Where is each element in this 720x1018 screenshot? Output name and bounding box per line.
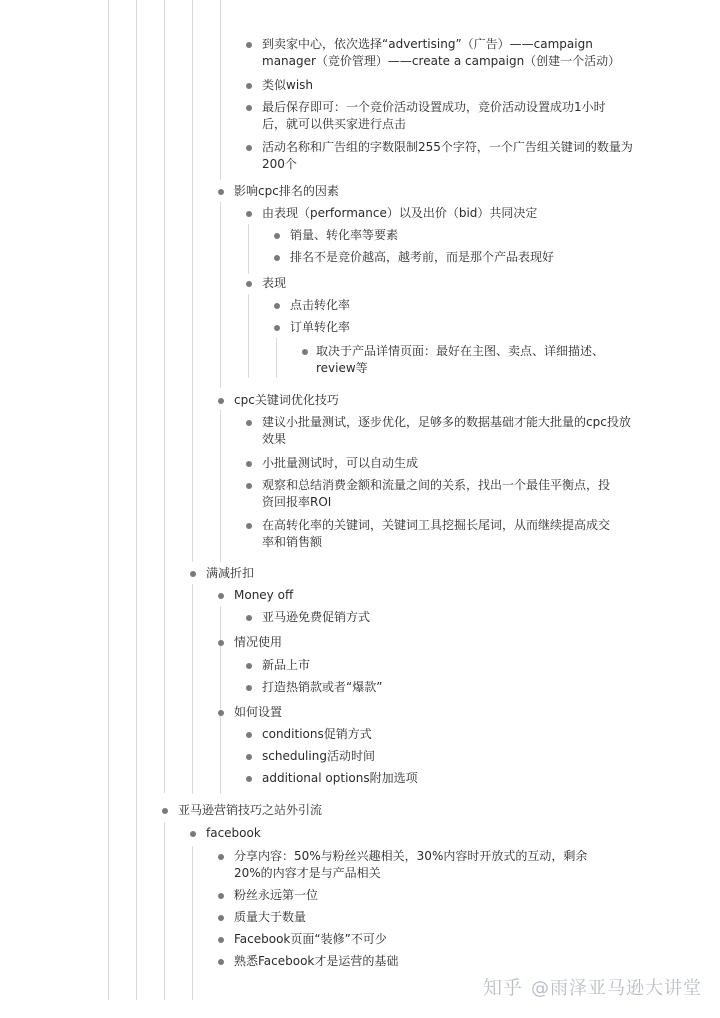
list-item <box>218 704 518 721</box>
bullet-icon <box>246 663 252 669</box>
bullet-icon <box>246 211 252 217</box>
bullet-icon <box>218 959 224 965</box>
bullet-icon <box>218 640 224 646</box>
list-item-text: 小批量测试时，可以自动生成 <box>262 456 419 470</box>
list-item <box>246 414 636 448</box>
list-item-text: 取决于产品详情页面：最好在主图、卖点、详细描述、review等 <box>316 344 605 375</box>
bullet-icon <box>218 937 224 943</box>
list-item-text: Money off <box>234 588 294 602</box>
list-item-text: 情况使用 <box>234 635 283 649</box>
list-item <box>218 634 518 651</box>
bullet-icon <box>190 831 196 837</box>
tree-guide-line <box>136 0 137 1000</box>
list-item-text: 满减折扣 <box>206 566 255 580</box>
list-item-text: 类似wish <box>262 78 314 92</box>
list-item <box>246 609 546 626</box>
bullet-icon <box>218 893 224 899</box>
bullet-icon <box>246 281 252 287</box>
tree-guide-line <box>220 0 221 180</box>
bullet-icon <box>246 42 252 48</box>
list-item-text: additional options附加选项 <box>262 771 418 785</box>
list-item <box>246 517 616 551</box>
bullet-icon <box>246 461 252 467</box>
bullet-icon <box>274 255 280 261</box>
tree-guide-line <box>220 202 221 388</box>
tree-guide-line <box>164 0 165 793</box>
list-item-text: 打造热销款或者“爆款” <box>262 680 383 694</box>
bullet-icon <box>162 808 168 814</box>
list-item-text: 亚马逊免费促销方式 <box>262 610 371 624</box>
list-item-text: 亚马逊营销技巧之站外引流 <box>178 803 323 817</box>
bullet-icon <box>218 915 224 921</box>
list-item <box>246 99 616 133</box>
bullet-icon <box>246 754 252 760</box>
list-item <box>246 679 546 696</box>
bullet-icon <box>274 325 280 331</box>
list-item <box>246 477 616 511</box>
list-item <box>246 748 546 765</box>
list-item-text: 在高转化率的关键词，关键词工具挖掘长尾词，从而继续提高成交率和销售额 <box>262 518 611 549</box>
list-item <box>246 205 626 222</box>
list-item <box>218 183 518 200</box>
list-item <box>218 909 518 926</box>
tree-guide-line <box>248 294 249 378</box>
bullet-icon <box>246 483 252 489</box>
tree-guide-line <box>192 846 193 1000</box>
list-item <box>218 848 608 882</box>
bullet-icon <box>246 685 252 691</box>
list-item-text: 点击转化率 <box>290 298 351 312</box>
list-item <box>218 953 518 970</box>
tree-guide-line <box>220 410 221 562</box>
list-item-text: 粉丝永远第一位 <box>234 888 319 902</box>
list-item-text: 质量大于数量 <box>234 910 307 924</box>
list-item <box>190 825 490 842</box>
bullet-icon <box>218 398 224 404</box>
list-item <box>246 36 646 70</box>
list-item <box>246 770 546 787</box>
bullet-icon <box>218 189 224 195</box>
list-item-text: scheduling活动时间 <box>262 749 375 763</box>
bullet-icon <box>246 732 252 738</box>
list-item <box>218 587 518 604</box>
bullet-icon <box>274 233 280 239</box>
bullet-icon <box>246 523 252 529</box>
tree-guide-line <box>276 338 277 378</box>
bullet-icon <box>246 615 252 621</box>
list-item <box>190 565 490 582</box>
list-item <box>274 249 614 266</box>
bullet-icon <box>246 420 252 426</box>
watermark <box>483 973 702 1000</box>
list-item <box>246 455 636 472</box>
list-item-text: 排名不是竞价越高，越考前，而是那个产品表现好 <box>290 250 555 264</box>
tree-guide-line <box>164 822 165 1000</box>
list-item-text: 最后保存即可：一个竞价活动设置成功，竞价活动设置成功1小时后，就可以供买家进行点击 <box>262 100 606 131</box>
bullet-icon <box>246 776 252 782</box>
list-item <box>274 297 574 314</box>
bullet-icon <box>246 83 252 89</box>
list-item-text: Facebook页面“装修”不可少 <box>234 932 387 946</box>
tree-guide-line <box>192 584 193 794</box>
list-item-text: 表现 <box>262 276 287 290</box>
list-item-text: 分享内容：50%与粉丝兴趣相关，30%内容时开放式的互动，剩余20%的内容才是与产品相关 <box>234 849 588 880</box>
list-item-text: 熟悉Facebook才是运营的基础 <box>234 954 399 968</box>
list-item-text: 活动名称和广告组的字数限制255个字符，一个广告组关键词的数量为200个 <box>262 140 633 171</box>
list-item-text: cpc关键词优化技巧 <box>234 393 339 407</box>
list-item <box>218 931 518 948</box>
list-item-text: facebook <box>206 826 261 840</box>
list-item <box>246 657 546 674</box>
list-item-text: 观察和总结消费金额和流量之间的关系，找出一个最佳平衡点，投资回报率ROI <box>262 478 611 509</box>
tree-guide-line <box>248 224 249 274</box>
list-item <box>246 77 646 94</box>
bullet-icon <box>190 571 196 577</box>
list-item <box>218 887 518 904</box>
watermark-site: 知乎 <box>482 977 523 999</box>
list-item-text: 到卖家中心，依次选择“advertising”（广告）——campaign manager（竞价管理）——create a campaign（创建一个活动） <box>262 37 621 68</box>
list-item-text: 如何设置 <box>234 705 283 719</box>
tree-guide-line <box>108 0 109 1000</box>
watermark-author: @雨泽亚马逊大讲堂 <box>531 978 702 999</box>
list-item-text: 销量、转化率等要素 <box>290 228 399 242</box>
bullet-icon <box>218 710 224 716</box>
list-item-text: 建议小批量测试，逐步优化，足够多的数据基础才能大批量的cpc投放效果 <box>262 415 631 446</box>
list-item <box>246 275 546 292</box>
list-item-text: 由表现（performance）以及出价（bid）共同决定 <box>262 206 538 220</box>
bullet-icon <box>246 105 252 111</box>
list-item <box>162 802 462 819</box>
bullet-icon <box>274 303 280 309</box>
bullet-icon <box>246 145 252 151</box>
bullet-icon <box>218 593 224 599</box>
list-item <box>274 319 574 336</box>
list-item <box>274 227 614 244</box>
list-item <box>218 392 518 409</box>
list-item <box>246 139 636 173</box>
tree-guide-line <box>192 0 193 562</box>
list-item <box>302 343 632 377</box>
list-item-text: 影响cpc排名的因素 <box>234 184 339 198</box>
list-item <box>246 726 546 743</box>
list-item-text: conditions促销方式 <box>262 727 372 741</box>
list-item-text: 订单转化率 <box>290 320 351 334</box>
list-item-text: 新品上市 <box>262 658 311 672</box>
bullet-icon <box>218 854 224 860</box>
bullet-icon <box>302 349 308 355</box>
